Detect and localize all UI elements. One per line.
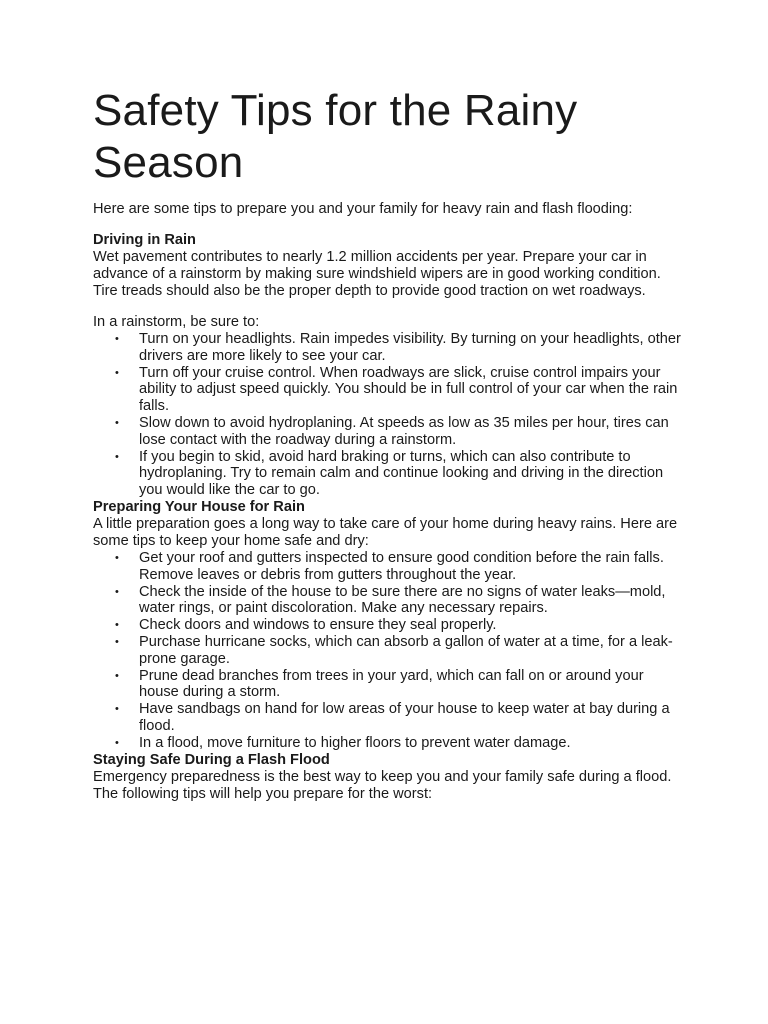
bullet-icon: • [115, 333, 119, 345]
bullet-icon: • [115, 366, 119, 379]
bullet-icon: • [115, 551, 119, 564]
house-body-paragraph: A little preparation goes a long way to take care of your home during heavy rains. Here are some tips to keep your home safe and dry: [93, 515, 678, 549]
page-title: Safety Tips for the Rainy Season [93, 86, 578, 187]
section-flood [93, 752, 683, 803]
list-item: • In a flood, move furniture to higher floors to prevent water damage. [115, 734, 571, 751]
list-item: • Turn on your headlights. Rain impedes visibility. By turning on your headlights, other drivers are more likely to see your car. [115, 331, 681, 364]
bullet-icon: • [115, 450, 119, 463]
bullet-icon: • [115, 619, 119, 632]
bullet-icon: • [115, 669, 119, 682]
section-heading-house: Preparing Your House for Rain [93, 498, 305, 515]
list-item: • Have sandbags on hand for low areas of your house to keep water at bay during a flood. [115, 701, 670, 734]
list-item: • Check the inside of the house to be sure there are no signs of water leaks—mold, water rings, or paint discoloration. Make any necessary repairs. [115, 583, 666, 617]
section-driving [93, 232, 683, 499]
bullet-icon: • [115, 585, 119, 598]
list-item: • Turn off your cruise control. When roadways are slick, cruise control impairs your ability to adjust speed quickly. You should be in full control of your car when the rain falls. [115, 364, 678, 415]
list-item: • If you begin to skid, avoid hard braking or turns, which can also contribute to hydroplaning. Try to remain calm and continue looking and driving in the direction you would like the car to go. [115, 448, 664, 499]
flood-body-paragraph: Emergency preparedness is the best way to keep you and your family safe during a flood. The following tips will help you prepare for the worst: [93, 768, 672, 802]
list-item: • Check doors and windows to ensure they seal properly. [115, 617, 497, 634]
intro-paragraph: Here are some tips to prepare you and your family for heavy rain and flash flooding: [93, 201, 633, 217]
bullet-icon: • [115, 635, 119, 648]
house-tips-list [93, 550, 683, 752]
list-item: • Slow down to avoid hydroplaning. At speeds as low as 35 miles per hour, tires can lose contact with the roadway during a rainstorm. [115, 414, 669, 448]
driving-lead-paragraph: In a rainstorm, be sure to: [93, 314, 260, 330]
section-heading-flood: Staying Safe During a Flash Flood [93, 751, 330, 768]
driving-tips-list [93, 331, 683, 499]
document-page [93, 85, 683, 803]
driving-body-paragraph: Wet pavement contributes to nearly 1.2 million accidents per year. Prepare your car in advance of a rainstorm by making sure windshield wipers are in good working condition. Tire treads should also be the proper depth to provide good traction on wet roadways. [93, 249, 661, 299]
list-item: • Purchase hurricane socks, which can absorb a gallon of water at a time, for a leak-prone garage. [115, 633, 673, 667]
list-item: • Prune dead branches from trees in your yard, which can fall on or around your house during a storm. [115, 667, 644, 701]
bullet-icon: • [115, 736, 119, 749]
section-heading-driving: Driving in Rain [93, 232, 196, 248]
section-house [93, 499, 683, 752]
list-item: • Get your roof and gutters inspected to ensure good condition before the rain falls. Remove leaves or debris from gutters throughout the year. [115, 549, 664, 583]
bullet-icon: • [115, 416, 119, 429]
bullet-icon: • [115, 703, 119, 716]
